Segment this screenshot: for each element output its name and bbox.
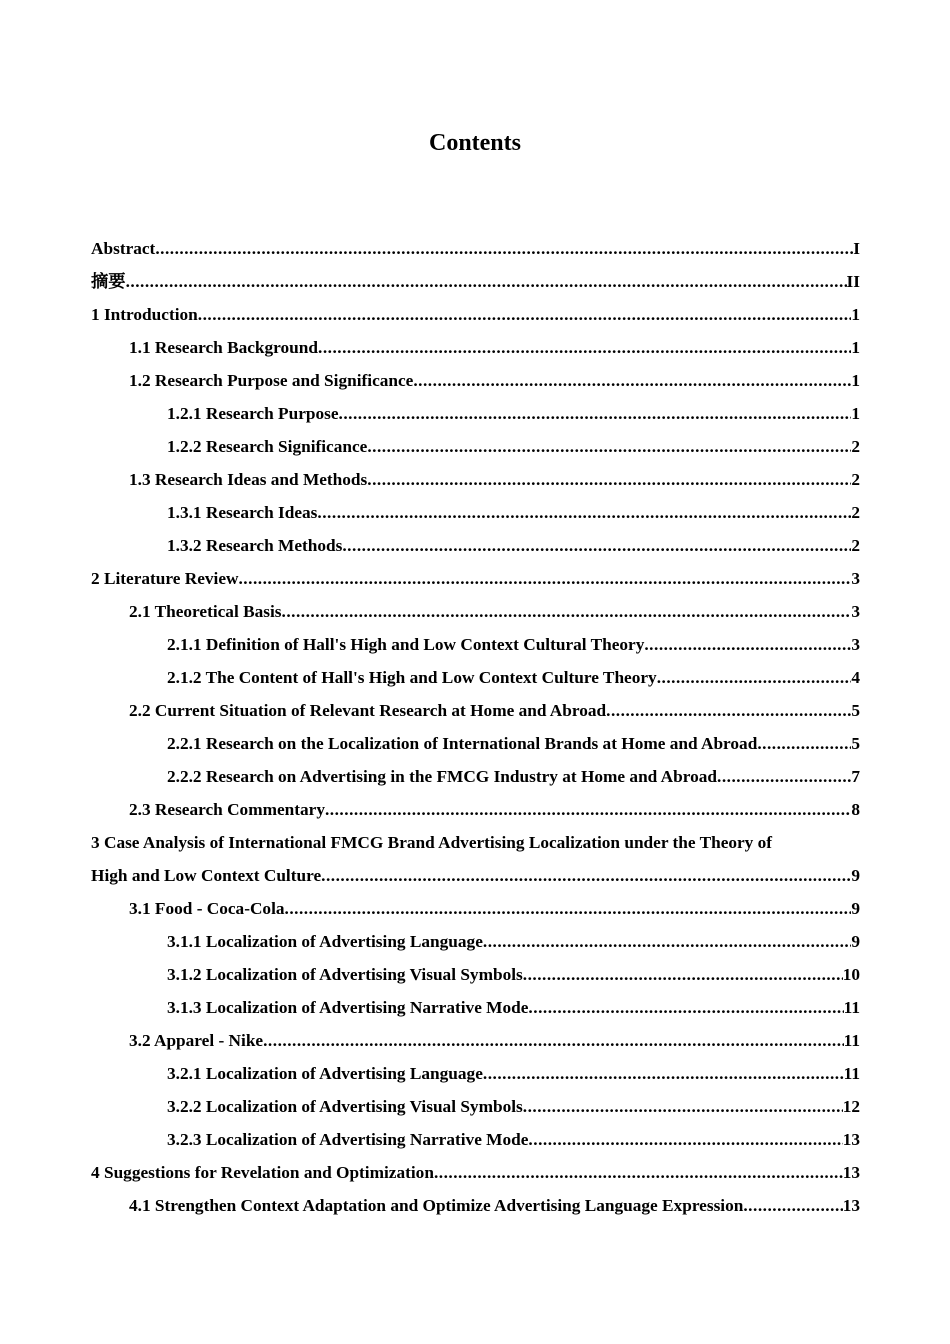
toc-entry-label: 2.2.1 Research on the Localization of International Brands at Home and Abroad	[167, 734, 758, 753]
toc-entry-page-number: 11	[843, 1064, 860, 1083]
toc-entry-page-number: 13	[842, 1163, 860, 1182]
dot-leader	[434, 1156, 843, 1189]
toc-entry-label-line1: 3 Case Analysis of International FMCG Brand Advertising Localization under the Theory of	[91, 833, 773, 852]
toc-entry-page-number: 8	[851, 800, 860, 819]
toc-entry-page-number: 10	[842, 965, 860, 984]
toc-entry-label: 1.3.2 Research Methods	[167, 536, 343, 555]
toc-entry-page-number: 11	[843, 998, 860, 1017]
toc-entry-page-number: 2	[851, 536, 860, 555]
toc-entry-label: High and Low Context Culture	[91, 866, 322, 885]
table-of-contents	[91, 232, 860, 1222]
toc-entry-page-number: 7	[851, 767, 860, 786]
toc-entry-label: 4.1 Strengthen Context Adaptation and Optimize Advertising Language Expression	[129, 1196, 744, 1215]
toc-entry[interactable]	[91, 529, 860, 562]
dot-leader	[757, 727, 851, 760]
toc-entry-page-number: 3	[851, 569, 860, 588]
dot-leader	[606, 694, 851, 727]
toc-entry-label: 2.2.2 Research on Advertising in the FMCG Industry at Home and Abroad	[167, 767, 717, 786]
dot-leader	[528, 991, 843, 1024]
toc-entry[interactable]	[91, 628, 860, 661]
dot-leader	[644, 628, 851, 661]
toc-entry-page-number: 11	[843, 1031, 860, 1050]
dot-leader	[317, 496, 851, 529]
toc-entry-label: 2.2 Current Situation of Relevant Research at Home and Abroad	[129, 701, 607, 720]
dot-leader	[523, 958, 843, 991]
toc-entry[interactable]	[91, 958, 860, 991]
toc-entry-label: 2.1 Theoretical Basis	[129, 602, 282, 621]
toc-entry[interactable]	[91, 232, 860, 265]
toc-entry[interactable]	[91, 331, 860, 364]
toc-entry[interactable]	[91, 760, 860, 793]
dot-leader	[238, 562, 851, 595]
dot-leader	[339, 397, 852, 430]
toc-entry[interactable]	[91, 562, 860, 595]
toc-entry-label: 3.1.1 Localization of Advertising Language	[167, 932, 483, 951]
dot-leader	[285, 892, 852, 925]
toc-entry-page-number: 1	[851, 305, 860, 324]
toc-entry-label: 3.1.3 Localization of Advertising Narrative Mode	[167, 998, 529, 1017]
dot-leader	[126, 265, 847, 298]
toc-entry-page-number: 1	[851, 338, 860, 357]
toc-entry-label: 1.2 Research Purpose and Significance	[129, 371, 414, 390]
toc-entry-label: 3.2.2 Localization of Advertising Visual Symbols	[167, 1097, 523, 1116]
toc-entry-page-number: II	[846, 272, 860, 291]
toc-entry-label: 1.1 Research Background	[129, 338, 318, 357]
toc-entry[interactable]	[91, 496, 860, 529]
toc-entry-label: 4 Suggestions for Revelation and Optimization	[91, 1163, 434, 1182]
toc-entry[interactable]	[91, 298, 860, 331]
toc-entry-page-number: 13	[842, 1130, 860, 1149]
toc-entry-label: 1.3.1 Research Ideas	[167, 503, 318, 522]
dot-leader	[657, 661, 852, 694]
toc-entry[interactable]	[91, 991, 860, 1024]
dot-leader	[263, 1024, 844, 1057]
toc-entry-page-number: 9	[851, 932, 860, 951]
toc-entry[interactable]	[91, 1024, 860, 1057]
toc-entry[interactable]	[91, 1057, 860, 1090]
dot-leader	[342, 529, 851, 562]
toc-entry[interactable]	[91, 463, 860, 496]
toc-entry[interactable]	[91, 826, 860, 892]
dot-leader	[198, 298, 852, 331]
dot-leader	[282, 595, 852, 628]
toc-entry[interactable]	[91, 397, 860, 430]
toc-entry-label: 2.1.1 Definition of Hall's High and Low Context Cultural Theory	[167, 635, 645, 654]
toc-entry[interactable]	[91, 727, 860, 760]
toc-entry-label: 1.2.2 Research Significance	[167, 437, 368, 456]
toc-entry-page-number: 9	[851, 866, 860, 885]
toc-entry[interactable]	[91, 430, 860, 463]
toc-entry[interactable]	[91, 793, 860, 826]
dot-leader	[717, 760, 851, 793]
toc-entry-label: 摘要	[91, 272, 126, 291]
dot-leader	[483, 925, 851, 958]
toc-entry-label: 1 Introduction	[91, 305, 198, 324]
dot-leader	[528, 1123, 842, 1156]
toc-entry-page-number: 3	[851, 635, 860, 654]
toc-entry-label: 1.2.1 Research Purpose	[167, 404, 339, 423]
dot-leader	[325, 793, 851, 826]
dot-leader	[743, 1189, 842, 1222]
dot-leader	[523, 1090, 843, 1123]
toc-entry-label: Abstract	[91, 239, 156, 258]
toc-entry-page-number: 12	[842, 1097, 860, 1116]
toc-entry-label: 3.1 Food - Coca-Cola	[129, 899, 285, 918]
toc-entry-page-number: 13	[842, 1196, 860, 1215]
toc-entry-page-number: 4	[851, 668, 860, 687]
dot-leader	[321, 859, 851, 892]
toc-entry-page-number: 9	[851, 899, 860, 918]
toc-entry[interactable]	[91, 1189, 860, 1222]
dot-leader	[367, 463, 851, 496]
page-title: Contents	[428, 130, 521, 156]
toc-entry-label: 3.2.3 Localization of Advertising Narrative Mode	[167, 1130, 529, 1149]
toc-entry[interactable]	[91, 595, 860, 628]
dot-leader	[155, 232, 853, 265]
toc-entry-page-number: 5	[851, 734, 860, 753]
toc-entry-page-number: I	[853, 239, 860, 258]
toc-entry-label: 3.2.1 Localization of Advertising Language	[167, 1064, 483, 1083]
dot-leader	[483, 1057, 844, 1090]
toc-entry-page-number: 1	[851, 371, 860, 390]
toc-entry-page-number: 1	[851, 404, 860, 423]
dot-leader	[367, 430, 851, 463]
toc-entry-label: 2.3 Research Commentary	[129, 800, 325, 819]
toc-entry-label: 1.3 Research Ideas and Methods	[129, 470, 368, 489]
toc-entry[interactable]	[91, 892, 860, 925]
toc-entry-label: 3.1.2 Localization of Advertising Visual Symbols	[167, 965, 523, 984]
toc-entry[interactable]	[91, 1156, 860, 1189]
toc-entry[interactable]	[91, 925, 860, 958]
toc-entry-page-number: 5	[851, 701, 860, 720]
toc-entry-page-number: 2	[851, 503, 860, 522]
toc-entry-page-number: 2	[851, 470, 860, 489]
toc-entry[interactable]	[91, 364, 860, 397]
toc-entry-label: 3.2 Apparel - Nike	[129, 1031, 264, 1050]
toc-entry[interactable]	[91, 661, 860, 694]
toc-entry[interactable]	[91, 1090, 860, 1123]
toc-entry-page-number: 3	[851, 602, 860, 621]
toc-entry[interactable]	[91, 1123, 860, 1156]
toc-entry[interactable]	[91, 694, 860, 727]
toc-entry-page-number: 2	[851, 437, 860, 456]
dot-leader	[413, 364, 851, 397]
toc-entry-label: 2 Literature Review	[91, 569, 239, 588]
dot-leader	[318, 331, 851, 364]
toc-entry[interactable]	[91, 265, 860, 298]
toc-entry-label: 2.1.2 The Content of Hall's High and Low Context Culture Theory	[167, 668, 657, 687]
